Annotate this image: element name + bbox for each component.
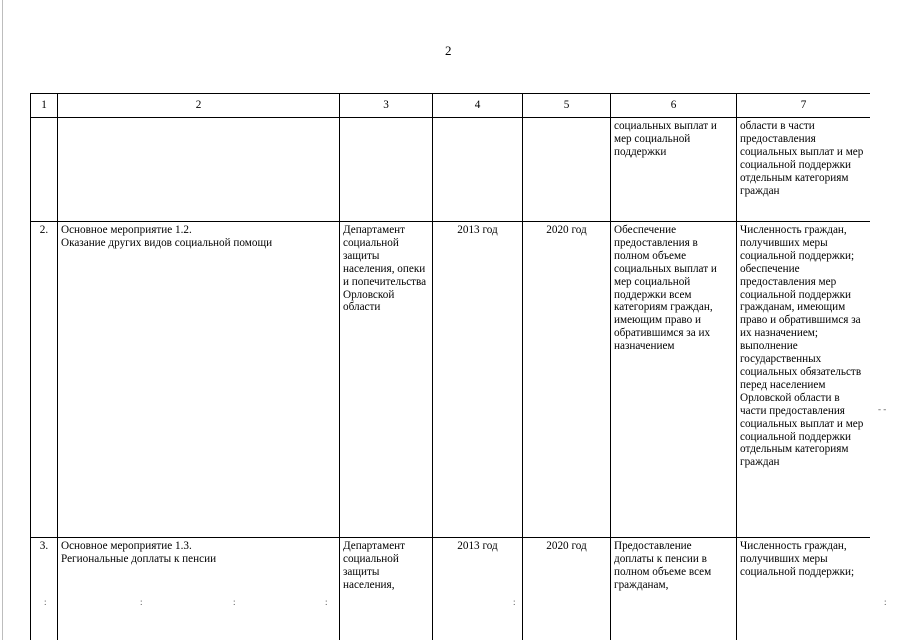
cell-indicators: Численность граждан, получивших меры социальной поддержки; обеспечение предоставления мер социальной поддержки гражданам, имеющим право и обратившимся за их назначением; выполнение государственных социальных обязательств перед населением Орловской области в части предоставления социальных выплат и мер социальной поддержки отдельным категориям граждан — [737, 222, 871, 538]
header-col-1: 1 — [31, 94, 58, 118]
cell-empty — [523, 118, 611, 222]
cell-result-continued: социальных выплат и мер социальной поддержки — [611, 118, 737, 222]
scan-speckle: : — [44, 597, 47, 607]
header-row — [31, 94, 871, 118]
header-col-6: 6 — [611, 94, 737, 118]
cell-result: Предоставление доплаты к пенсии в полном объеме всем гражданам, — [611, 538, 737, 640]
scan-speckle: - - — [878, 404, 887, 414]
cell-end-year: 2020 год — [523, 222, 611, 538]
measure-subtitle: Региональные доплаты к пенсии — [61, 552, 217, 565]
header-col-5: 5 — [523, 94, 611, 118]
measures-table — [30, 93, 870, 640]
measure-title: Основное мероприятие 1.2. — [61, 224, 192, 236]
scan-speckle: : — [233, 597, 236, 607]
cell-empty — [433, 118, 523, 222]
scan-speckle: : — [884, 597, 887, 607]
scan-speckle: : — [325, 597, 328, 607]
cell-indicators-continued: области в части предоставления социальных выплат и мер социальной поддержки отдельным категориям граждан — [737, 118, 871, 222]
header-col-4: 4 — [433, 94, 523, 118]
header-col-2: 2 — [58, 94, 340, 118]
cell-empty — [31, 118, 58, 222]
cell-empty — [340, 118, 433, 222]
cell-row-number: 2. — [31, 222, 58, 538]
cell-indicators: Численность граждан, получивших меры социальной поддержки; — [737, 538, 871, 640]
cell-row-number: 3. — [31, 538, 58, 640]
cell-result: Обеспечение предоставления в полном объеме социальных выплат и мер социальной поддержки всем категориям граждан, имеющим право и обратившимся за их назначением — [611, 222, 737, 538]
table-row — [31, 538, 871, 640]
table-row — [31, 222, 871, 538]
cell-start-year: 2013 год — [433, 538, 523, 640]
table-row-continuation — [31, 118, 871, 222]
scan-speckle: : — [140, 597, 143, 607]
cell-end-year: 2020 год — [523, 538, 611, 640]
measure-subtitle: Оказание других видов социальной помощи — [61, 236, 273, 249]
cell-empty — [58, 118, 340, 222]
cell-measure — [58, 538, 340, 640]
page-number: 2 — [445, 43, 452, 58]
header-col-7: 7 — [737, 94, 871, 118]
header-col-3: 3 — [340, 94, 433, 118]
cell-executor: Департамент социальной защиты населения, опеки и попечительства Орловской области — [340, 222, 433, 538]
cell-measure — [58, 222, 340, 538]
scan-speckle: : — [513, 597, 516, 607]
measure-title: Основное мероприятие 1.3. — [61, 540, 192, 552]
page-edge-line — [2, 0, 3, 640]
cell-executor: Департамент социальной защиты населения, — [340, 538, 433, 640]
cell-start-year: 2013 год — [433, 222, 523, 538]
